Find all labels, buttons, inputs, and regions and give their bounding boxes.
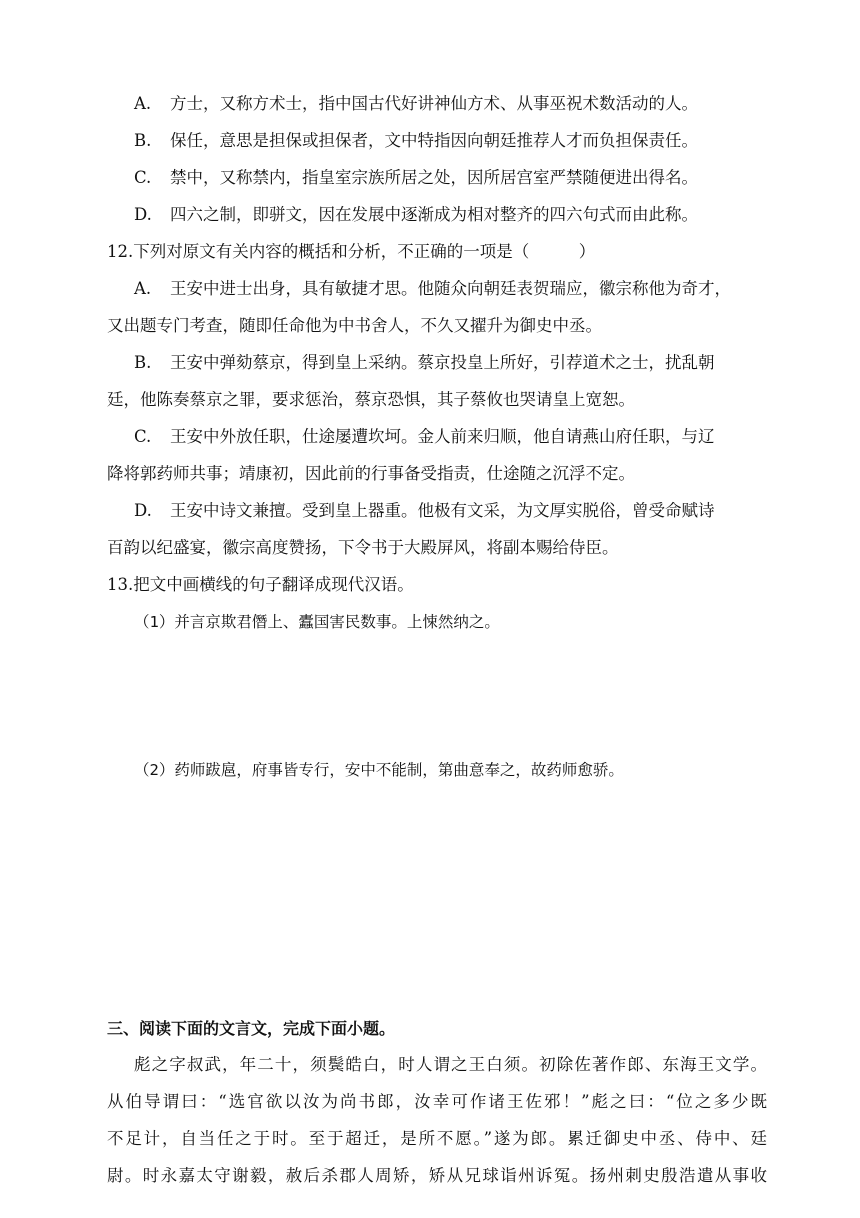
option-letter: A.: [134, 94, 152, 113]
passage-line: 尉。时永嘉太守谢毅，赦后杀郡人周矫，矫从兄球诣州诉冤。扬州刺史殷浩遣从事收: [107, 1166, 767, 1185]
option-text: 王安中弹劾蔡京，得到皇上采纳。蔡京投皇上所好，引荐道术之士，扰乱朝: [170, 353, 715, 372]
option-text: 王安中诗文兼擅。受到皇上器重。他极有文采，为文厚实脱俗，曾受命赋诗: [170, 501, 715, 520]
option-text: 方士，又称方术士，指中国古代好讲神仙方术、从事巫祝术数活动的人。: [170, 94, 698, 113]
passage-line: 彪之字叔武，年二十，须鬓皓白，时人谓之王白须。初除佐著作郎、东海王文学。: [134, 1055, 767, 1074]
q12-option-a: [134, 278, 860, 300]
option-text: 禁中，又称禁内，指皇室宗族所居之处，因所居宫室严禁随便进出得名。: [170, 168, 698, 187]
option-text: 四六之制，即骈文，因在发展中逐渐成为相对整齐的四六句式而由此称。: [170, 205, 698, 224]
option-letter: B.: [134, 131, 152, 150]
option-text: 王安中进士出身，具有敏捷才思。他随众向朝廷表贺瑞应，徽宗称他为奇才，: [170, 279, 731, 298]
q11-option-c: [134, 167, 860, 189]
q12-stem: 12.下列对原文有关内容的概括和分析，不正确的一项是（ ）: [107, 242, 596, 261]
passage-line: 不足计，自当任之于时。至于超迁，是所不愿。”遂为郎。累迁御史中丞、侍中、廷: [107, 1129, 767, 1148]
q12-option-d: [134, 500, 860, 522]
q12-option-a-cont: 又出题专门考查，随即任命他为中书舍人，不久又擢升为御史中丞。: [107, 316, 602, 335]
option-letter: B.: [134, 353, 152, 372]
option-letter: A.: [134, 279, 152, 298]
q12-option-d-cont: 百韵以纪盛宴，徽宗高度赞扬，下令书于大殿屏风，将副本赐给侍臣。: [107, 538, 619, 557]
q12-option-b: [134, 352, 860, 374]
q11-option-a: [134, 93, 860, 115]
section-3-heading: 三、阅读下面的文言文，完成下面小题。: [107, 1019, 396, 1038]
option-letter: D.: [134, 501, 152, 520]
q11-option-d: [134, 204, 860, 226]
q13-sub-2: （2）药师跋扈，府事皆专行，安中不能制，第曲意奉之，故药师愈骄。: [134, 761, 624, 779]
q11-option-b: [134, 130, 860, 152]
option-text: 王安中外放任职，仕途屡遭坎坷。金人前来归顺，他自请燕山府任职，与辽: [170, 427, 715, 446]
option-letter: C.: [134, 168, 152, 187]
q12-option-c: [134, 426, 860, 448]
option-letter: D.: [134, 205, 152, 224]
q12-option-b-cont: 廷，他陈奏蔡京之罪，要求惩治，蔡京恐惧，其子蔡攸也哭请皇上宽恕。: [107, 390, 635, 409]
option-text: 保任，意思是担保或担保者，文中特指因向朝廷推荐人才而负担保责任。: [170, 131, 698, 150]
q13-sub-1: （1）并言京欺君僭上、蠹国害民数事。上悚然纳之。: [134, 613, 500, 631]
q12-option-c-cont: 降将郭药师共事；靖康初，因此前的行事备受指责，仕途随之沉浮不定。: [107, 464, 635, 483]
option-letter: C.: [134, 427, 152, 446]
q13-stem: 13.把文中画横线的句子翻译成现代汉语。: [107, 575, 414, 594]
passage-line: 从伯导谓曰：“选官欲以汝为尚书郎，汝幸可作诸王佐邪！”彪之曰：“位之多少既: [107, 1092, 767, 1111]
